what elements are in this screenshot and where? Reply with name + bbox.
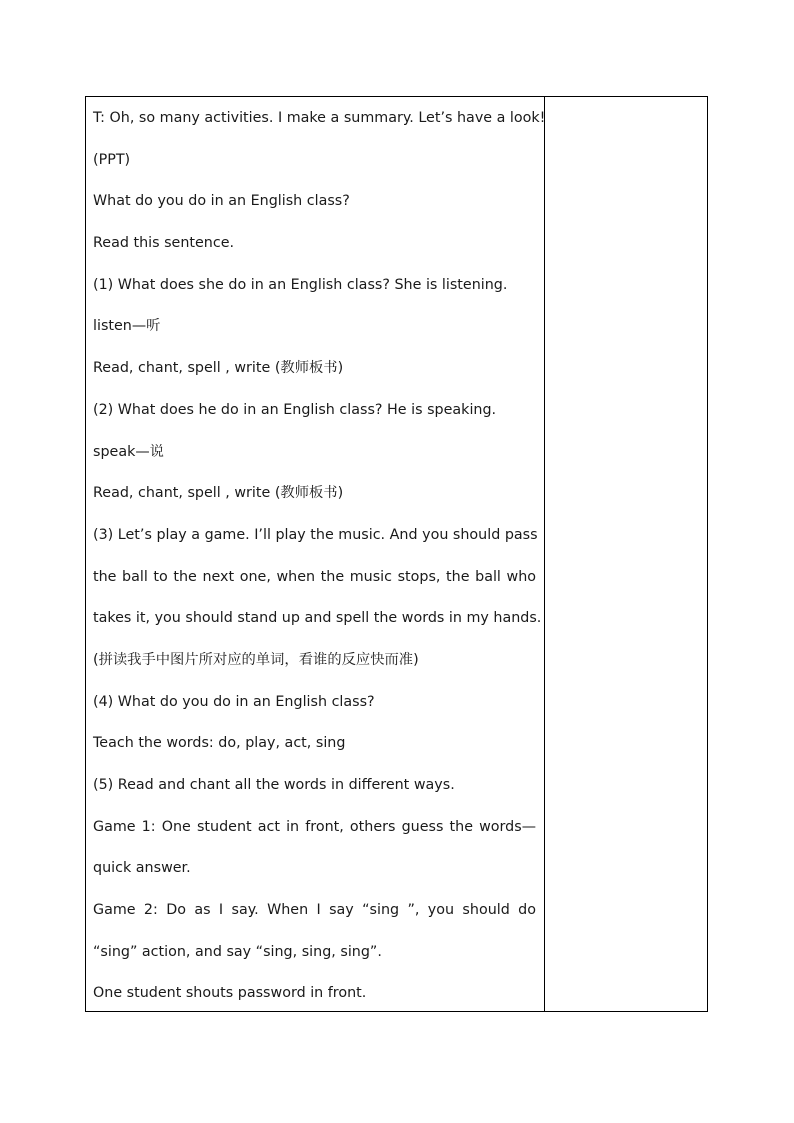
lesson-line: What do you do in an English class? — [93, 193, 350, 210]
lesson-line: “sing” action, and say “sing, sing, sing”. — [93, 943, 382, 960]
lesson-line: Game 1: One student act in front, others guess the words— — [93, 818, 536, 835]
lesson-text — [93, 97, 546, 1015]
lesson-line: (2) What does he do in an English class? He is speaking. — [93, 401, 497, 418]
notes-cell — [545, 97, 707, 1011]
lesson-line: Read this sentence. — [93, 235, 235, 252]
lesson-line: Game 2: Do as I say. When I say “sing ”, you should do — [93, 902, 536, 919]
lesson-line: T: Oh, so many activities. I make a summary. Let’s have a look! — [93, 110, 546, 126]
lesson-line: (4) What do you do in an English class? — [93, 693, 375, 710]
lesson-line: listen—听 — [93, 318, 161, 335]
lesson-line: quick answer. — [93, 860, 191, 877]
lesson-line: takes it, you should stand up and spell the words in my hands. — [93, 610, 542, 627]
lesson-line: Read, chant, spell , write (教师板书) — [93, 360, 344, 377]
lesson-line: Read, chant, spell , write (教师板书) — [93, 485, 344, 502]
lesson-line: (1) What does she do in an English class? She is listening. — [93, 276, 508, 293]
lesson-line: the ball to the next one, when the music stops, the ball who — [93, 568, 536, 585]
lesson-line: (拼读我手中图片所对应的单词，看谁的反应快而准) — [93, 651, 419, 668]
lesson-line: Teach the words: do, play, act, sing — [93, 735, 346, 752]
lesson-line: One student shouts password in front. — [93, 985, 367, 1002]
lesson-line: (3) Let’s play a game. I’ll play the music. And you should pass — [93, 526, 538, 543]
lesson-table — [85, 96, 708, 1012]
lesson-line: (PPT) — [93, 151, 131, 168]
lesson-line: (5) Read and chant all the words in different ways. — [93, 777, 455, 793]
lesson-line: speak—说 — [93, 443, 164, 460]
teaching-procedure-cell — [86, 97, 545, 1011]
